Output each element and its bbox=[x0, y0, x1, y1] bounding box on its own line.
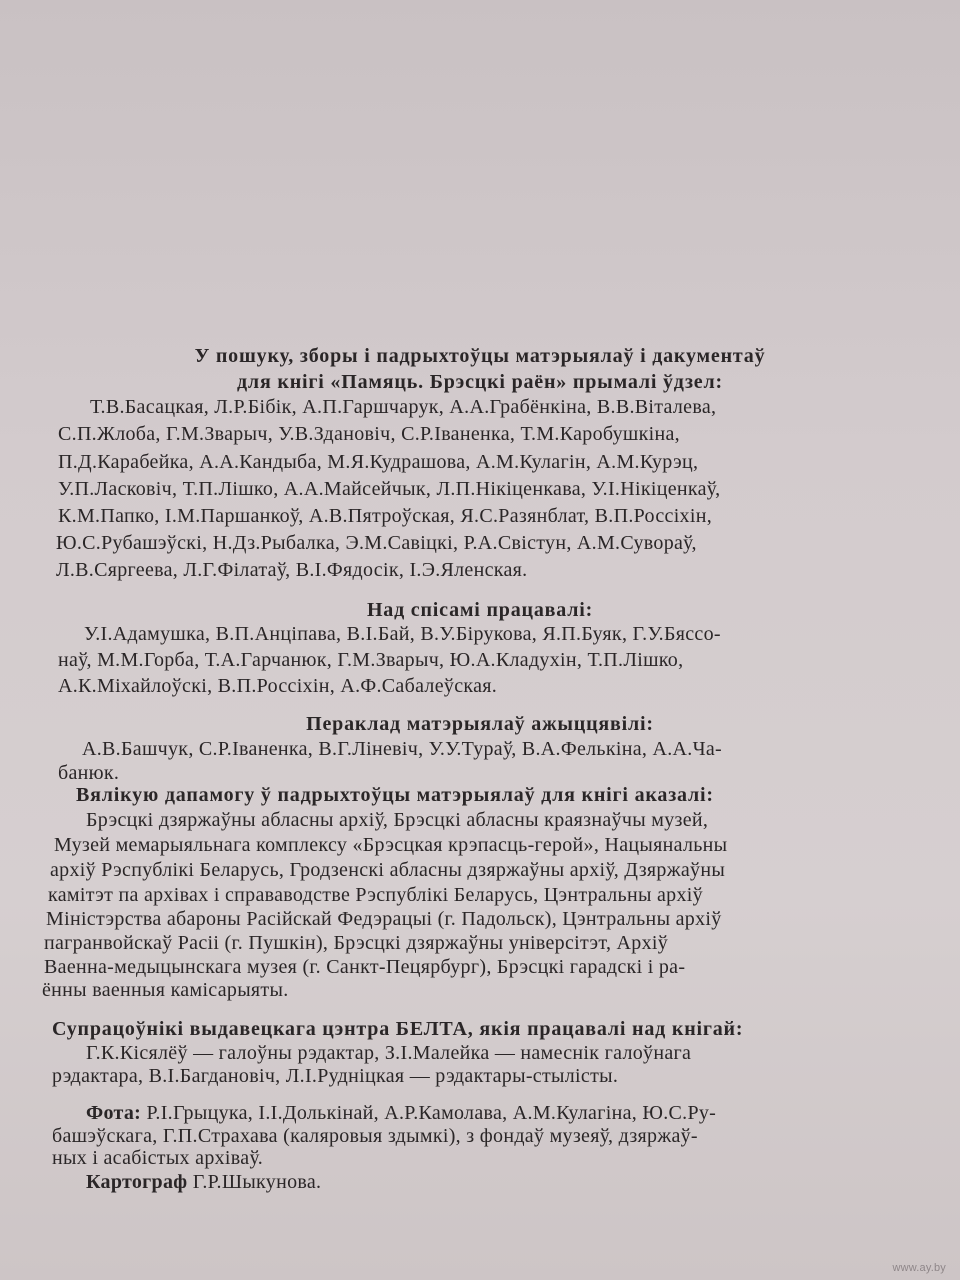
section-2-title: Над спісамі працавалі: bbox=[366, 599, 594, 621]
section-1-text-line: У.П.Ласковіч, Т.П.Лішко, А.А.Майсейчык, Л.П.Нікіценкава, У.І.Нікіценкаў, bbox=[58, 478, 721, 500]
section-4-text-line: Брэсцкі дзяржаўны абласны архіў, Брэсцкі абласны краязнаўчы музей, bbox=[86, 809, 709, 831]
section-1-text-line: Л.В.Сяргеева, Л.Г.Філатаў, В.І.Фядосік, І.Э.Яленская. bbox=[56, 559, 528, 581]
section-4-text-line: Міністэрства абароны Расійскай Федэрацыі (г. Падольск), Цэнтральны архіў bbox=[46, 908, 722, 930]
section-2-text-line: У.І.Адамушка, В.П.Анціпава, В.І.Бай, В.У.Бірукова, Я.П.Буяк, Г.У.Бяссо- bbox=[84, 623, 721, 645]
section-3-text-line: А.В.Башчук, С.Р.Іваненка, В.Г.Ліневіч, У.У.Тураў, В.А.Фелькіна, А.А.Ча- bbox=[82, 738, 723, 760]
section-4-text-line: Музей мемарыяльнага комплексу «Брэсцкая крэпасць-герой», Нацыянальны bbox=[54, 834, 728, 856]
cartographer-line bbox=[86, 1170, 960, 1194]
section-5-text-line: рэдактара, В.І.Багдановіч, Л.І.Рудніцкая — рэдактары-стылісты. bbox=[52, 1065, 619, 1087]
section-1-text-line: С.П.Жлоба, Г.М.Зварыч, У.В.Здановіч, С.Р.Іваненка, Т.М.Каробушкіна, bbox=[58, 423, 680, 445]
photo-credits-first: Р.І.Грыцука, І.І.Долькінай, А.Р.Камолава, А.М.Кулагіна, Ю.С.Ру- bbox=[146, 1102, 717, 1124]
section-1-text-line: Т.В.Басацкая, Л.Р.Бібік, А.П.Гаршчарук, А.А.Грабёнкіна, В.В.Віталева, bbox=[90, 396, 717, 418]
section-5-text-line: Г.К.Кісялёў — галоўны рэдактар, З.І.Малейка — намеснік галоўнага bbox=[86, 1042, 692, 1064]
cartographer-name: Г.Р.Шыкунова. bbox=[192, 1171, 322, 1193]
section-4-text-line: камітэт па архівах і справаводстве Рэспублікі Беларусь, Цэнтральны архіў bbox=[48, 884, 703, 906]
section-4-text-line: Ваенна-медыцынскага музея (г. Санкт-Пецярбург), Брэсцкі гарадскі і ра- bbox=[44, 956, 686, 978]
section-1-title-line-1: У пошуку, зборы і падрыхтоўцы матэрыялаў і дакументаў bbox=[194, 345, 766, 367]
section-6-first-line bbox=[86, 1101, 960, 1125]
section-3-title: Пераклад матэрыялаў ажыццявілі: bbox=[306, 713, 654, 735]
photo-label: Фота: bbox=[86, 1102, 142, 1124]
section-5-title: Супрацоўнікі выдавецкага цэнтра БЕЛТА, якія працавалі над кнігай: bbox=[52, 1018, 744, 1040]
cartographer-label: Картограф bbox=[86, 1171, 188, 1193]
section-1-text-line: Ю.С.Рубашэўскі, Н.Дз.Рыбалка, Э.М.Савіцкі, Р.А.Свістун, А.М.Сувораў, bbox=[56, 532, 697, 554]
section-4-title: Вялікую дапамогу ў падрыхтоўцы матэрыялаў для кнігі аказалі: bbox=[76, 784, 714, 806]
section-2-text-line: А.К.Міхайлоўскі, В.П.Россіхін, А.Ф.Сабалеўская. bbox=[58, 675, 498, 697]
section-2-text-line: наў, М.М.Горба, Т.А.Гарчанюк, Г.М.Зварыч, Ю.А.Кладухін, Т.П.Лішко, bbox=[58, 649, 684, 671]
section-1-title-line-2: для кнігі «Памяць. Брэсцкі раён» прымалі ўдзел: bbox=[237, 371, 723, 393]
section-6-text-line: ных і асабістых архіваў. bbox=[52, 1147, 264, 1169]
section-6-text-line: башэўскага, Г.П.Страхава (каляровыя здымкі), з фондаў музеяў, дзяржаў- bbox=[52, 1125, 698, 1147]
section-3-text-line: банюк. bbox=[58, 762, 120, 784]
section-1-text-line: П.Д.Карабейка, А.А.Кандыба, М.Я.Кудрашова, А.М.Кулагін, А.М.Курэц, bbox=[58, 451, 699, 473]
section-1-text-line: К.М.Папко, І.М.Паршанкоў, А.В.Пятроўская, Я.С.Разянблат, В.П.Россіхін, bbox=[58, 505, 713, 527]
section-4-text-line: пагранвойскаў Расіі (г. Пушкін), Брэсцкі дзяржаўны універсітэт, Архіў bbox=[44, 932, 669, 954]
watermark: www.ay.by bbox=[892, 1262, 946, 1274]
section-4-text-line: архіў Рэспублікі Беларусь, Гродзенскі абласны дзяржаўны архіў, Дзяржаўны bbox=[50, 859, 726, 881]
section-4-text-line: ённы ваенныя камісарыяты. bbox=[42, 979, 289, 1001]
